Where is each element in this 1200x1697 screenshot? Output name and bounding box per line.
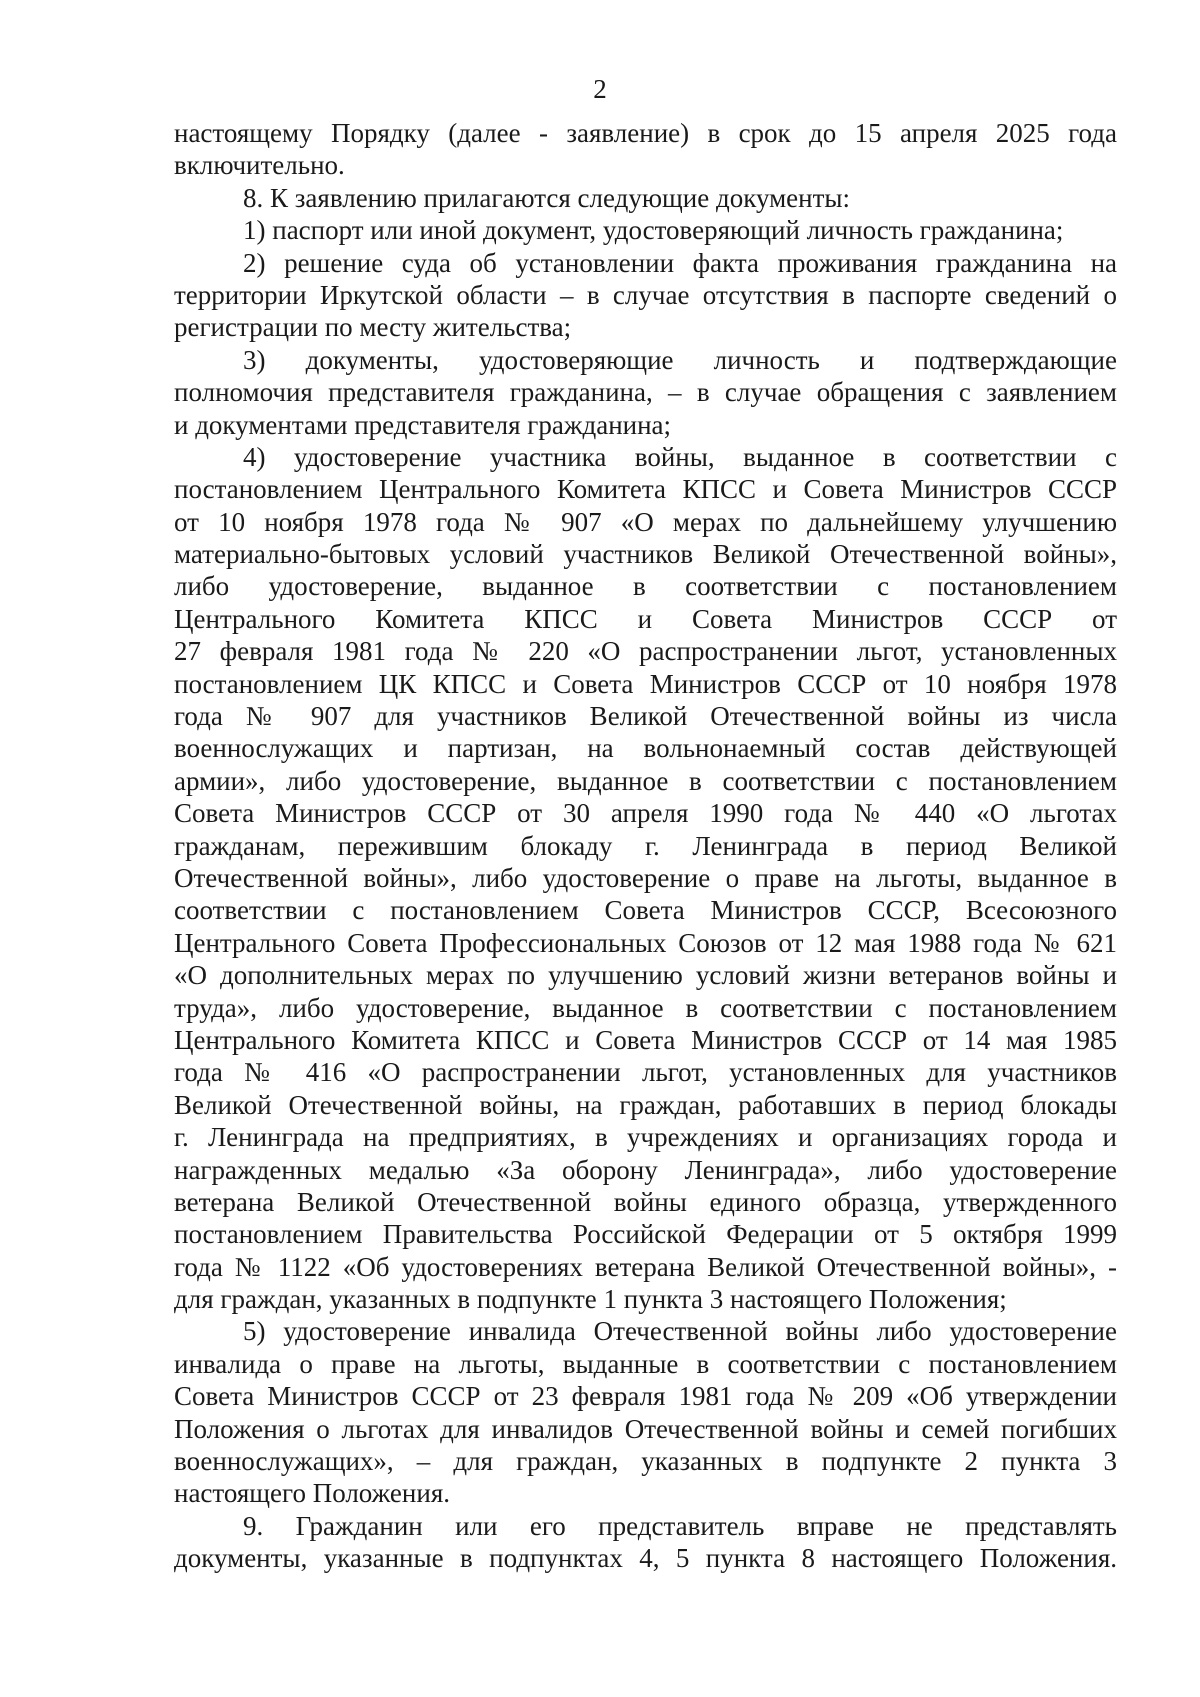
text-line: постановлением Центрального Комитета КПСС и Совета Министров СССР [174,474,1117,505]
text-line: инвалида о праве на льготы, выданные в соответствии с постановлением [174,1348,1117,1379]
text-line: армии», либо удостоверение, выданное в соответствии с постановлением [174,765,1117,796]
text-line: либо удостоверение, выданное в соответствии с постановлением [174,571,1117,602]
text-line: года № 1122 «Об удостоверениях ветерана Великой Отечественной войны», - [174,1251,1117,1282]
text-line: соответствии с постановлением Совета Министров СССР, Всесоюзного [174,895,1117,926]
text-line: «О дополнительных мерах по улучшению условий жизни ветеранов войны и [174,960,1117,991]
text-line: гражданам, пережившим блокаду г. Ленинграда в период Великой [174,830,1117,861]
text-line: настоящему Порядку (далее - заявление) в срок до 15 апреля 2025 года [174,118,1117,148]
text-line: 2) решение суда об установлении факта проживания гражданина на [243,247,1117,278]
text-line: полномочия представителя гражданина, – в случае обращения с заявлением [174,377,1117,408]
text-line: Отечественной войны», либо удостоверение о праве на льготы, выданное в [174,862,1117,893]
text-line: 4) удостоверение участника войны, выданное в соответствии с [243,441,1117,472]
text-line: Положения о льготах для инвалидов Отечественной войны и семей погибших [174,1413,1117,1444]
text-line: Центрального Совета Профессиональных Союзов от 12 мая 1988 года № 621 [174,927,1117,958]
text-line: настоящего Положения. [174,1478,450,1509]
text-line: постановлением ЦК КПСС и Совета Министров СССР от 10 ноября 1978 [174,668,1117,699]
text-line: включительно. [174,150,345,181]
text-line: и документами представителя гражданина; [174,409,672,440]
text-line: г. Ленинграда на предприятиях, в учреждениях и организациях города и [174,1122,1117,1153]
text-line: года № 416 «О распространении льгот, установленных для участников [174,1057,1117,1088]
text-line: от 10 ноября 1978 года № 907 «О мерах по дальнейшему улучшению [174,506,1117,537]
text-line: документы, указанные в подпунктах 4, 5 пункта 8 настоящего Положения. [174,1543,1117,1574]
text-line: 1) паспорт или иной документ, удостоверяющий личность гражданина; [243,215,1064,246]
text-line: награжденных медалью «За оборону Ленинграда», либо удостоверение [174,1154,1117,1185]
text-line: военнослужащих», – для граждан, указанных в подпункте 2 пункта 3 [174,1446,1117,1477]
page-number: 2 [593,74,607,104]
text-line: Совета Министров СССР от 23 февраля 1981 года № 209 «Об утверждении [174,1381,1117,1412]
text-line: 8. К заявлению прилагаются следующие документы: [243,182,851,213]
text-line: военнослужащих и партизан, на вольнонаемный состав действующей [174,733,1117,764]
text-line: 3) документы, удостоверяющие личность и подтверждающие [243,344,1117,375]
text-line: 27 февраля 1981 года № 220 «О распространении льгот, установленных [174,636,1117,667]
text-line: года № 907 для участников Великой Отечественной войны из числа [174,701,1117,732]
document-body [174,117,1117,1575]
text-line: постановлением Правительства Российской Федерации от 5 октября 1999 [174,1219,1117,1250]
text-line: для граждан, указанных в подпункте 1 пункта 3 настоящего Положения; [174,1284,1007,1315]
text-line: материально-бытовых условий участников Великой Отечественной войны», [174,539,1117,570]
text-line: Великой Отечественной войны, на граждан, работавших в период блокады [174,1089,1117,1120]
text-line: 9. Гражданин или его представитель вправе не представлять [243,1510,1117,1541]
text-line: ветерана Великой Отечественной войны единого образца, утвержденного [174,1186,1117,1217]
text-line: Центрального Комитета КПСС и Совета Министров СССР от [174,603,1117,634]
text-line: регистрации по месту жительства; [174,312,572,343]
text-line: территории Иркутской области – в случае отсутствия в паспорте сведений о [174,279,1117,310]
text-line: труда», либо удостоверение, выданное в соответствии с постановлением [174,992,1117,1023]
text-line: 5) удостоверение инвалида Отечественной войны либо удостоверение [243,1316,1117,1347]
text-line: Совета Министров СССР от 30 апреля 1990 года № 440 «О льготах [174,798,1117,829]
text-line: Центрального Комитета КПСС и Совета Министров СССР от 14 мая 1985 [174,1024,1117,1055]
